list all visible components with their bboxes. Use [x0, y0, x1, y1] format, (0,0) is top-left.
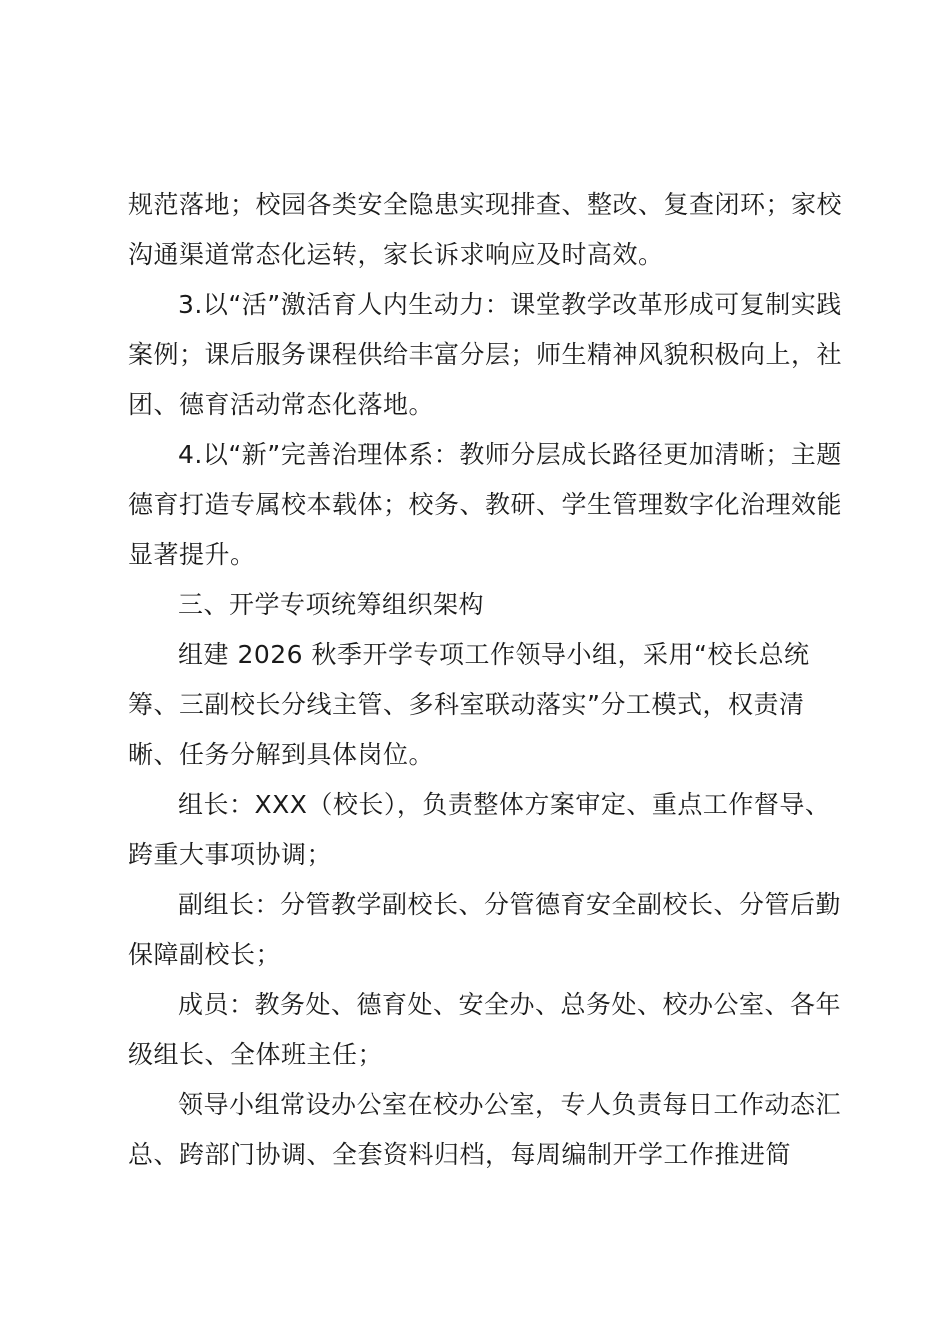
- paragraph-continuation: 规范落地；校园各类安全隐患实现排查、整改、复查闭环；家校沟通渠道常态化运转，家长诉求响应及时高效。: [128, 190, 843, 269]
- section-heading: 三、开学专项统筹组织架构: [178, 590, 485, 619]
- paragraph-goal-3: 3.以“活”激活育人内生动力：课堂教学改革形成可复制实践案例；课后服务课程供给丰富分层；师生精神风貌积极向上，社团、德育活动常态化落地。: [128, 290, 843, 419]
- paragraph-group-leader: 组长：XXX（校长），负责整体方案审定、重点工作督导、跨重大事项协调；: [128, 790, 831, 869]
- document-body: [128, 180, 848, 1180]
- paragraph-deputy-leaders: 副组长：分管教学副校长、分管德育安全副校长、分管后勤保障副校长；: [128, 890, 842, 969]
- paragraph-office: 领导小组常设办公室在校办公室，专人负责每日工作动态汇总、跨部门协调、全套资料归档，每周编制开学工作推进简: [128, 1090, 842, 1169]
- paragraph-leadership-group: 组建 2026 秋季开学专项工作领导小组，采用“校长总统筹、三副校长分线主管、多科室联动落实”分工模式，权责清晰、任务分解到具体岗位。: [128, 640, 810, 769]
- paragraph-goal-4: 4.以“新”完善治理体系：教师分层成长路径更加清晰；主题德育打造专属校本载体；校务、教研、学生管理数字化治理效能显著提升。: [128, 440, 843, 569]
- paragraph-members: 成员：教务处、德育处、安全办、总务处、校办公室、各年级组长、全体班主任；: [128, 990, 842, 1069]
